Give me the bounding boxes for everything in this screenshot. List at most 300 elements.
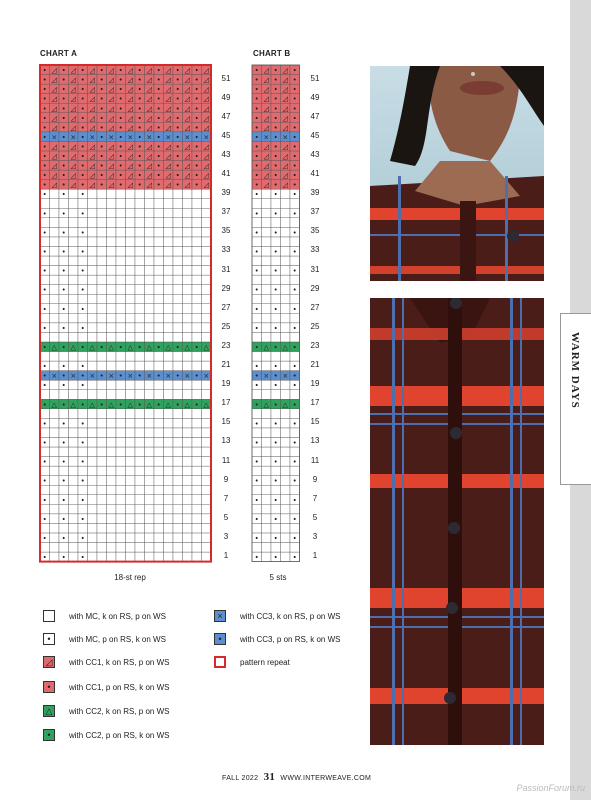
- legend-label: with CC2, p on RS, k on WS: [69, 730, 170, 740]
- chart-cell-symbol: •: [80, 162, 85, 171]
- row-number: 45: [310, 130, 320, 140]
- chart-cell: [69, 380, 79, 390]
- chart-cell-symbol: •: [137, 123, 142, 132]
- chart-cell: [50, 266, 60, 276]
- chart-cell-symbol: ◿: [127, 76, 133, 85]
- chart-cell-symbol: •: [254, 419, 259, 428]
- chart-cell: [69, 237, 79, 247]
- row-number: 11: [221, 455, 231, 465]
- chart-cell-symbol: ◿: [70, 76, 76, 85]
- chart-cell: [290, 504, 300, 514]
- chart-cell: [135, 189, 145, 199]
- chart-cell: [164, 428, 174, 438]
- chart-cell-symbol: •: [61, 123, 66, 132]
- chart-cell-symbol: ◿: [70, 171, 76, 180]
- chart-cell: [154, 514, 164, 524]
- chart-cell: [145, 313, 155, 323]
- chart-cell-symbol: •: [42, 267, 47, 276]
- chart-cell-symbol: •: [61, 362, 66, 371]
- chart-cell-symbol: ◿: [127, 85, 133, 94]
- chart-cell: [173, 552, 183, 562]
- chart-cell: [50, 447, 60, 457]
- chart-cell-symbol: •: [254, 324, 259, 333]
- chart-cell: [97, 218, 107, 228]
- chart-cell: [271, 237, 281, 247]
- chart-cell: [69, 218, 79, 228]
- chart-cell-symbol: ◿: [89, 114, 95, 123]
- chart-cell-symbol: •: [80, 362, 85, 371]
- chart-cell-symbol: •: [156, 400, 161, 409]
- chart-cell-symbol: •: [273, 534, 278, 543]
- chart-cell-symbol: •: [99, 95, 104, 104]
- chart-cell-symbol: •: [99, 171, 104, 180]
- chart-cell-symbol: •: [99, 162, 104, 171]
- chart-cell: [97, 543, 107, 553]
- chart-cell-symbol: •: [42, 209, 47, 218]
- chart-cell: [173, 390, 183, 400]
- chart-cell: [107, 304, 117, 314]
- chart-cell: [50, 285, 60, 295]
- chart-cell: [145, 543, 155, 553]
- chart-cell-symbol: •: [273, 248, 278, 257]
- chart-cell: [50, 476, 60, 486]
- chart-cell: [173, 208, 183, 218]
- chart-cell: [107, 543, 117, 553]
- chart-cell-symbol: •: [156, 123, 161, 132]
- chart-cell: [88, 208, 98, 218]
- chart-cell-symbol: ◿: [203, 123, 209, 132]
- chart-cell-symbol: •: [292, 305, 297, 314]
- chart-cell-symbol: ◿: [282, 104, 288, 113]
- row-number: 43: [221, 149, 231, 159]
- chart-cell: [116, 218, 126, 228]
- chart-cell: [281, 437, 291, 447]
- chart-cell: [88, 523, 98, 533]
- chart-cell: [116, 361, 126, 371]
- chart-cell: [262, 504, 272, 514]
- chart-cell-symbol: ◿: [108, 76, 114, 85]
- chart-cell-symbol: •: [273, 76, 278, 85]
- chart-cell: [281, 466, 291, 476]
- chart-cell: [126, 199, 136, 209]
- chart-cell: [116, 275, 126, 285]
- chart-cell-symbol: •: [194, 152, 199, 161]
- chart-cell: [192, 437, 202, 447]
- chart-cell-symbol: ◿: [146, 123, 152, 132]
- chart-cell-symbol: •: [42, 171, 47, 180]
- chart-cell: [173, 352, 183, 362]
- row-number: 45: [221, 130, 231, 140]
- chart-cell-symbol: •: [118, 162, 123, 171]
- chart-cell: [135, 237, 145, 247]
- legend-item-cc3-knit: [214, 608, 340, 624]
- chart-cell: [262, 543, 272, 553]
- chart-cell-symbol: ×: [51, 133, 58, 142]
- legend-label: with CC3, p on RS, k on WS: [240, 634, 341, 644]
- chart-cell: [97, 390, 107, 400]
- chart-cell-symbol: △: [70, 400, 76, 409]
- chart-cell-symbol: •: [42, 458, 47, 467]
- chart-cell: [154, 323, 164, 333]
- chart-cell-symbol: •: [273, 286, 278, 295]
- chart-b-title: CHART B: [253, 49, 291, 58]
- chart-cell-symbol: •: [175, 66, 180, 75]
- chart-cell: [262, 294, 272, 304]
- chart-cell-symbol: •: [80, 400, 85, 409]
- chart-cell-symbol: •: [273, 458, 278, 467]
- chart-cell-symbol: •: [42, 181, 47, 190]
- chart-cell: [252, 256, 262, 266]
- chart-cell: [262, 227, 272, 237]
- chart-cell: [88, 437, 98, 447]
- chart-cell: [97, 189, 107, 199]
- chart-cell: [59, 390, 69, 400]
- chart-cell: [154, 256, 164, 266]
- chart-cell-symbol: •: [80, 286, 85, 295]
- chart-cell-symbol: •: [99, 152, 104, 161]
- chart-cell: [173, 504, 183, 514]
- chart-cell: [154, 294, 164, 304]
- chart-cell-symbol: •: [80, 267, 85, 276]
- chart-cell: [69, 409, 79, 419]
- chart-cell: [40, 313, 50, 323]
- chart-cell-symbol: ◿: [203, 171, 209, 180]
- chart-cell-symbol: △: [184, 400, 190, 409]
- chart-cell-symbol: ◿: [282, 171, 288, 180]
- chart-cell: [164, 332, 174, 342]
- legend-swatch: ◿: [43, 656, 55, 668]
- chart-cell: [69, 313, 79, 323]
- chart-cell: [116, 428, 126, 438]
- chart-cell: [290, 256, 300, 266]
- chart-cell-symbol: •: [292, 114, 297, 123]
- chart-cell: [252, 390, 262, 400]
- chart-cell: [50, 543, 60, 553]
- chart-cell: [116, 447, 126, 457]
- chart-cell: [183, 523, 193, 533]
- chart-cell-symbol: ◿: [165, 95, 171, 104]
- chart-cell-symbol: •: [254, 458, 259, 467]
- chart-cell: [135, 466, 145, 476]
- chart-cell-symbol: •: [273, 85, 278, 94]
- chart-cell: [164, 380, 174, 390]
- chart-cell-symbol: •: [80, 209, 85, 218]
- chart-cell-symbol: •: [273, 515, 278, 524]
- model-portrait-photo: [370, 66, 544, 281]
- chart-cell: [126, 266, 136, 276]
- chart-cell: [281, 218, 291, 228]
- chart-cell: [183, 514, 193, 524]
- chart-cell-symbol: •: [80, 181, 85, 190]
- chart-cell: [97, 361, 107, 371]
- chart-cell: [145, 361, 155, 371]
- chart-cell: [97, 313, 107, 323]
- chart-cell-symbol: •: [292, 181, 297, 190]
- row-number: 15: [310, 417, 320, 427]
- chart-cell-symbol: •: [61, 458, 66, 467]
- chart-cell-symbol: •: [42, 496, 47, 505]
- chart-cell-symbol: •: [42, 305, 47, 314]
- chart-cell: [281, 514, 291, 524]
- chart-cell: [154, 437, 164, 447]
- chart-cell-symbol: •: [292, 534, 297, 543]
- chart-cell-symbol: •: [194, 372, 199, 381]
- chart-cell: [202, 218, 212, 228]
- chart-cell: [126, 237, 136, 247]
- chart-cell: [40, 275, 50, 285]
- chart-cell: [145, 227, 155, 237]
- chart-cell: [50, 332, 60, 342]
- row-number: 27: [221, 302, 231, 312]
- chart-cell: [135, 199, 145, 209]
- chart-cell: [271, 352, 281, 362]
- chart-cell: [50, 246, 60, 256]
- chart-cell-symbol: •: [137, 85, 142, 94]
- chart-cell-symbol: •: [61, 419, 66, 428]
- chart-cell: [262, 390, 272, 400]
- chart-cell: [192, 380, 202, 390]
- chart-cell: [88, 495, 98, 505]
- chart-cell: [126, 437, 136, 447]
- row-number: 27: [310, 302, 320, 312]
- chart-cell: [88, 380, 98, 390]
- chart-cell-symbol: •: [273, 95, 278, 104]
- chart-cell: [88, 332, 98, 342]
- chart-cell-symbol: •: [99, 85, 104, 94]
- chart-cell-symbol: •: [61, 76, 66, 85]
- chart-cell: [116, 552, 126, 562]
- chart-cell: [271, 543, 281, 553]
- chart-cell: [145, 428, 155, 438]
- chart-cell-symbol: ×: [89, 372, 96, 381]
- chart-cell: [173, 246, 183, 256]
- chart-cell-symbol: ◿: [146, 114, 152, 123]
- chart-cell: [164, 447, 174, 457]
- chart-cell: [192, 285, 202, 295]
- chart-cell-symbol: ◿: [184, 142, 190, 151]
- chart-cell-symbol: •: [61, 114, 66, 123]
- chart-cell: [154, 418, 164, 428]
- chart-cell: [126, 218, 136, 228]
- chart-cell-symbol: •: [137, 171, 142, 180]
- chart-cell: [88, 418, 98, 428]
- chart-cell-symbol: ◿: [165, 114, 171, 123]
- chart-cell: [135, 409, 145, 419]
- chart-cell-symbol: •: [254, 76, 259, 85]
- chart-cell: [135, 361, 145, 371]
- chart-cell-symbol: ◿: [263, 142, 269, 151]
- chart-cell-symbol: •: [42, 142, 47, 151]
- chart-cell: [202, 437, 212, 447]
- chart-cell-symbol: •: [254, 190, 259, 199]
- chart-cell: [88, 533, 98, 543]
- chart-cell-symbol: •: [273, 114, 278, 123]
- chart-cell: [145, 352, 155, 362]
- chart-cell-symbol: △: [165, 400, 171, 409]
- chart-cell-symbol: •: [99, 123, 104, 132]
- chart-cell-symbol: ◿: [146, 142, 152, 151]
- chart-cell-symbol: •: [292, 362, 297, 371]
- chart-cell-symbol: •: [61, 95, 66, 104]
- chart-cell: [50, 275, 60, 285]
- chart-cell: [97, 380, 107, 390]
- chart-cell: [281, 285, 291, 295]
- chart-cell-symbol: △: [203, 343, 209, 352]
- chart-cell-symbol: •: [118, 372, 123, 381]
- chart-cell-symbol: ◿: [51, 104, 57, 113]
- chart-cell-symbol: •: [61, 181, 66, 190]
- chart-cell: [154, 495, 164, 505]
- row-number: 19: [221, 379, 231, 389]
- chart-cell: [88, 543, 98, 553]
- chart-cell: [69, 352, 79, 362]
- chart-cell: [290, 218, 300, 228]
- chart-cell-symbol: •: [80, 381, 85, 390]
- chart-cell: [262, 495, 272, 505]
- chart-cell: [116, 189, 126, 199]
- chart-cell: [116, 199, 126, 209]
- chart-cell-symbol: •: [61, 477, 66, 486]
- chart-cell: [88, 227, 98, 237]
- chart-cell: [50, 313, 60, 323]
- chart-cell: [78, 466, 88, 476]
- chart-cell: [97, 466, 107, 476]
- chart-cell: [173, 237, 183, 247]
- row-number: 35: [221, 226, 231, 236]
- chart-cell-symbol: •: [194, 85, 199, 94]
- chart-cell: [126, 409, 136, 419]
- chart-cell-symbol: ◿: [89, 104, 95, 113]
- chart-cell: [107, 390, 117, 400]
- chart-cell: [145, 218, 155, 228]
- chart-cell-symbol: •: [175, 400, 180, 409]
- chart-cell: [69, 199, 79, 209]
- chart-cell: [173, 380, 183, 390]
- chart-cell-symbol: •: [175, 372, 180, 381]
- chart-cell: [88, 323, 98, 333]
- chart-cell-symbol: •: [80, 305, 85, 314]
- chart-cell: [88, 199, 98, 209]
- legend-label: with MC, p on RS, k on WS: [69, 634, 166, 644]
- chart-cell: [88, 313, 98, 323]
- chart-cell-symbol: •: [194, 400, 199, 409]
- chart-cell: [183, 266, 193, 276]
- chart-cell-symbol: •: [254, 85, 259, 94]
- chart-cell-symbol: ◿: [165, 171, 171, 180]
- chart-cell: [164, 294, 174, 304]
- chart-cell: [135, 533, 145, 543]
- chart-cell-symbol: •: [80, 439, 85, 448]
- row-number: 5: [223, 512, 229, 522]
- chart-cell-symbol: •: [137, 76, 142, 85]
- chart-cell: [135, 437, 145, 447]
- chart-cell: [290, 466, 300, 476]
- chart-cell-symbol: △: [184, 343, 190, 352]
- chart-cell: [97, 332, 107, 342]
- chart-cell: [88, 390, 98, 400]
- chart-cell: [192, 246, 202, 256]
- chart-cell: [97, 447, 107, 457]
- chart-cell-symbol: ◿: [89, 142, 95, 151]
- chart-cell-symbol: ×: [146, 133, 153, 142]
- chart-cell-symbol: ◿: [203, 152, 209, 161]
- chart-cell: [50, 418, 60, 428]
- row-number: 13: [310, 436, 320, 446]
- chart-cell: [88, 246, 98, 256]
- chart-cell-symbol: ◿: [70, 181, 76, 190]
- chart-cell-symbol: ◿: [127, 181, 133, 190]
- chart-cell: [126, 523, 136, 533]
- chart-cell-symbol: •: [80, 76, 85, 85]
- chart-cell: [78, 294, 88, 304]
- chart-cell: [97, 323, 107, 333]
- chart-cell-symbol: ×: [263, 133, 270, 142]
- chart-cell-symbol: •: [80, 190, 85, 199]
- chart-cell: [50, 552, 60, 562]
- chart-cell-symbol: •: [137, 152, 142, 161]
- chart-cell: [145, 485, 155, 495]
- chart-cell: [135, 285, 145, 295]
- chart-cell: [271, 256, 281, 266]
- row-number: 23: [221, 340, 231, 350]
- chart-cell: [145, 285, 155, 295]
- chart-cell-symbol: •: [80, 95, 85, 104]
- chart-cell: [154, 533, 164, 543]
- chart-cell: [78, 237, 88, 247]
- chart-cell: [202, 294, 212, 304]
- chart-cell-symbol: •: [273, 152, 278, 161]
- chart-cell-symbol: ◿: [127, 123, 133, 132]
- chart-cell: [126, 466, 136, 476]
- chart-cell-symbol: ◿: [51, 123, 57, 132]
- chart-cell-symbol: ◿: [263, 152, 269, 161]
- chart-cell: [88, 304, 98, 314]
- chart-cell-symbol: ◿: [51, 152, 57, 161]
- chart-cell: [107, 246, 117, 256]
- section-tab: [560, 313, 591, 485]
- chart-cell: [50, 323, 60, 333]
- chart-cell: [97, 504, 107, 514]
- chart-cell-symbol: ◿: [263, 66, 269, 75]
- chart-cell: [88, 428, 98, 438]
- chart-cell: [202, 418, 212, 428]
- chart-cell: [135, 485, 145, 495]
- chart-cell: [107, 380, 117, 390]
- chart-cell-symbol: ◿: [70, 104, 76, 113]
- chart-cell-symbol: •: [254, 66, 259, 75]
- chart-cell: [183, 380, 193, 390]
- chart-cell-symbol: •: [194, 76, 199, 85]
- chart-cell: [69, 533, 79, 543]
- chart-cell: [202, 514, 212, 524]
- chart-cell-symbol: •: [292, 419, 297, 428]
- chart-cell: [252, 199, 262, 209]
- chart-cell: [135, 504, 145, 514]
- chart-cell: [290, 409, 300, 419]
- chart-cell-symbol: •: [254, 133, 259, 142]
- chart-cell-symbol: ◿: [146, 66, 152, 75]
- row-number: 31: [221, 264, 231, 274]
- chart-cell: [173, 437, 183, 447]
- chart-cell-symbol: •: [42, 372, 47, 381]
- chart-cell: [271, 199, 281, 209]
- chart-cell-symbol: •: [292, 123, 297, 132]
- chart-cell-symbol: ◿: [89, 152, 95, 161]
- legend-item-pattern-repeat: [214, 654, 290, 670]
- chart-cell: [183, 361, 193, 371]
- chart-cell-symbol: •: [99, 76, 104, 85]
- chart-cell: [173, 361, 183, 371]
